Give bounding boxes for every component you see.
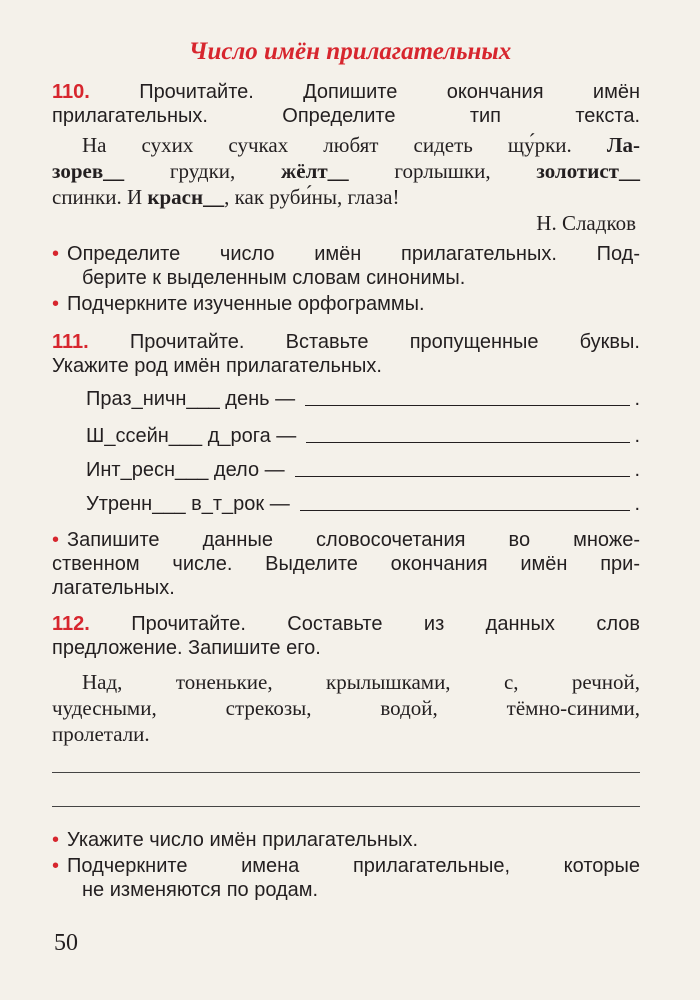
ex112-words-line3: пролетали. <box>52 722 150 746</box>
period: . <box>634 459 640 481</box>
ex112-task2-line2: не изменяются по родам. <box>82 879 319 901</box>
period: . <box>634 388 640 410</box>
ex111-row-2 <box>86 424 640 448</box>
ex110-text-end: , как руби́ны, глаза! <box>224 185 400 209</box>
answer-line[interactable] <box>305 404 630 406</box>
ex111-task1-line2: ственном числе. Выделите окончания имён при- <box>52 553 640 575</box>
ex110-text-grudki: грудки, <box>124 159 282 183</box>
answer-line[interactable] <box>52 806 640 807</box>
answer-line[interactable] <box>52 772 640 773</box>
ex110-author: Н. Сладков <box>536 211 636 235</box>
ex110-text-line2 <box>52 159 640 183</box>
page-title: Число имён прилагательных <box>188 38 512 65</box>
bullet-icon: • <box>52 529 60 551</box>
page-number: 50 <box>54 930 78 956</box>
answer-line[interactable] <box>295 475 631 477</box>
ex111-instruction-text1: Прочитайте. Вставьте пропущенные буквы. <box>129 331 640 353</box>
ex111-phrase: Утренн___ в_т_рок — <box>86 493 290 515</box>
ex111-instruction-line1 <box>52 330 640 354</box>
ex111-row-4 <box>86 492 640 516</box>
ex110-text-sentence1: На сухих сучках любят сидеть щу́рки. <box>82 133 572 157</box>
ex110-word-lazorev-part1: Ла- <box>606 133 640 157</box>
ex111-phrase: Инт_ресн___ дело — <box>86 459 285 481</box>
ex110-text-line3 <box>52 185 399 209</box>
ex111-row-3 <box>86 458 640 482</box>
ex110-task2 <box>52 292 425 316</box>
ex110-number: 110. <box>52 81 90 103</box>
ex112-instruction-line2: предложение. Запишите его. <box>52 637 321 659</box>
bullet-icon: • <box>52 829 60 851</box>
ex111-phrase: Ш_ссейн___ д_рога — <box>86 425 297 447</box>
ex112-instruction-text1: Прочитайте. Составьте из данных слов <box>131 613 640 635</box>
ex112-task1 <box>52 828 418 852</box>
ex111-number: 111. <box>52 331 89 353</box>
ex110-text-gorlyshki: горлышки, <box>348 159 537 183</box>
ex112-instruction-line1 <box>52 612 640 636</box>
answer-line[interactable] <box>300 509 631 511</box>
bullet-icon: • <box>52 243 60 265</box>
bullet-icon: • <box>52 855 60 877</box>
ex112-task2-line1 <box>52 854 640 878</box>
ex110-word-krasn: красн__ <box>147 185 225 209</box>
ex112-number: 112. <box>52 613 90 635</box>
ex112-task2-text1: Подчеркните имена прилагательные, которые <box>67 855 640 877</box>
ex110-task1-line1 <box>52 242 640 266</box>
ex110-task1-line2: берите к выделенным словам синонимы. <box>82 267 466 289</box>
ex111-task1-line1 <box>52 528 640 552</box>
ex112-task1-text: Укажите число имён прилагательных. <box>67 829 419 851</box>
ex110-task2-text: Подчеркните изученные орфограммы. <box>67 293 425 315</box>
ex110-instruction-text1: Прочитайте. Допишите окончания имён <box>139 81 640 103</box>
answer-line[interactable] <box>306 441 630 443</box>
ex111-phrase: Праз_ничн___ день — <box>86 388 296 410</box>
ex111-row-1 <box>86 387 640 411</box>
ex111-task1-line3: лагательных. <box>52 577 175 599</box>
ex110-word-lazorev-part2: зорев__ <box>52 159 125 183</box>
period: . <box>634 493 640 515</box>
ex110-word-zhelt: жёлт__ <box>281 159 349 183</box>
ex110-instruction-line1 <box>52 80 640 104</box>
ex111-task1-text1: Запишите данные словосочетания во множе- <box>67 529 640 551</box>
ex110-text-spinki: спинки. И <box>52 185 148 209</box>
ex110-text-line1 <box>82 133 640 157</box>
ex110-instruction-line2: прилагательных. Определите тип текста. <box>52 105 640 127</box>
ex112-words-line1: Над, тоненькие, крылышками, с, речной, <box>82 670 640 694</box>
period: . <box>634 425 640 447</box>
bullet-icon: • <box>52 293 60 315</box>
ex111-instruction-line2: Укажите род имён прилагательных. <box>52 355 382 377</box>
ex110-task1-text1: Определите число имён прилагательных. Под- <box>67 243 640 265</box>
ex110-word-zolotist: золотист__ <box>536 159 640 183</box>
ex112-words-line2: чудесными, стрекозы, водой, тёмно-синими, <box>52 696 640 720</box>
